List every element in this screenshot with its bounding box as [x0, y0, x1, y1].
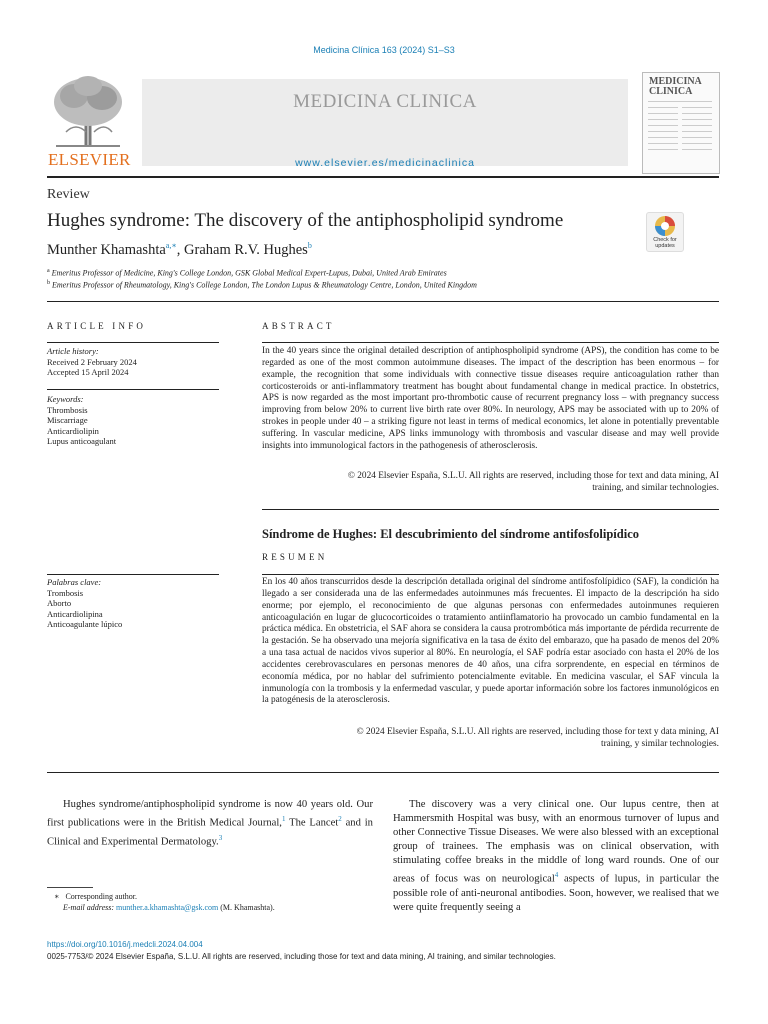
cover-title [649, 77, 702, 97]
cover-rule [648, 143, 678, 144]
abstract-rule [262, 342, 719, 343]
cover-rule [648, 125, 678, 126]
affiliation-a [47, 268, 447, 278]
cover-rule [648, 149, 678, 150]
copyright-line: © 2024 Elsevier España, S.L.U. All rights are reserved, including those for text y data mining, AI [356, 727, 719, 737]
author-name: Munther Khamashta [47, 241, 166, 258]
affiliation-mark: a [47, 268, 50, 274]
article-type-label: Review [47, 187, 90, 202]
keywords-rule [47, 389, 219, 390]
abstract-copyright [262, 471, 719, 495]
journal-reference[interactable]: Medicina Clínica 163 (2024) S1–S3 [313, 45, 455, 55]
footnote-rule [47, 887, 93, 888]
keywords-block [47, 394, 222, 447]
cover-title-line2: CLINICA [649, 86, 693, 97]
body-text-segment: Hughes syndrome/antiphospholipid syndrome is now 40 years old. Our first publications were in the British Medical Journal, [47, 799, 373, 829]
affiliation-b [47, 280, 477, 290]
body-divider [47, 772, 719, 773]
cover-rule [682, 125, 712, 126]
cover-rule [682, 137, 712, 138]
body-text-segment: aspects of lupus, in particular the possible role of anti-neuronal antibodies. Soon, however, we realised that we were quite frequently seeing a [393, 874, 719, 914]
resumen-text: En los 40 años transcurridos desde la descripción detallada original del síndrome antifosfolípidico (SAF), la condición ha llegado a ser considerada una de las enfermedades autoinmunes más frecuentes. El impacto de la descripción ha sido enorme; por ejemplo, el reconocimiento de que algunas personas con enfermedades autoinmunes requieren anticoagulación en lugar de glucocorticoides o tratamiento antiinflamatorio ha provocado un cambio fundamental en la práctica médica. En obstetricia, el SAF ahora se considera la causa protrombótica más importante de pérdida recurrente de la gestación. Se ha observado una mejoría significativa en la tasa de éxito del embarazo, que ha pasado de menos del 20% a una tasa actual de nacidos vivos superior al 80%. En neurología, el SAF podría estar asociado con hasta el 20% de los accidentes cerebrovasculares en personas menores de 40 años, una cifra sorprendente, en especial en términos de economía médica, por no hablar del sufrimiento potencialmente evitable. En medicina vascular, el SAF vincula la inmunología con la trombosis y la enfermedad vascular, y puede aportar información sobre los factores inmunológicos en la patogénesis de la aterosclerosis. [262, 577, 719, 706]
footnote [54, 892, 374, 913]
body-text-segment: and in Clinical and Experimental Dermatology. [47, 817, 373, 848]
author-list [47, 241, 312, 259]
history-label: Article history: [47, 346, 99, 356]
keyword: Lupus anticoagulant [47, 436, 117, 446]
title-divider [47, 301, 719, 302]
resumen-divider [262, 509, 719, 510]
author-separator: , [176, 241, 185, 258]
crossmark-label-line2: updates [655, 243, 675, 249]
article-info-rule [47, 342, 219, 343]
keyword-es: Anticardiolipina [47, 608, 103, 619]
body-paragraph-right [393, 798, 719, 915]
keyword: Miscarriage [47, 415, 88, 425]
body-text-segment: The discovery was a very clinical one. Our lupus centre, then at Hammersmith Hospital was busy, with an enormous turnover of lupus and other Connective Tissue Diseases. We were also blessed with an exceptional group of trainees. The emphasis was on clinical observation, with stimulating coffee breaks in the middle of long ward rounds. One of our areas of focus was on neurological [393, 799, 719, 885]
issn-copyright: 0025-7753/© 2024 Elsevier España, S.L.U. All rights are reserved, including those for text and data mining, AI training, and similar technologies. [47, 952, 556, 961]
reference-link[interactable]: 1 [281, 815, 286, 824]
copyright-line: training, y similar technologies. [601, 738, 719, 749]
reference-link[interactable]: 3 [218, 833, 223, 842]
reference-link[interactable]: 2 [338, 815, 342, 824]
article-title: Hughes syndrome: The discovery of the antiphospholipid syndrome [47, 210, 564, 231]
keywords-label: Keywords: [47, 394, 84, 404]
cover-rule [682, 131, 712, 132]
reference-link[interactable]: 4 [554, 871, 559, 880]
cover-rule [682, 143, 712, 144]
abstract-heading: ABSTRACT [262, 321, 335, 331]
copyright-line: training, and similar technologies. [592, 482, 719, 493]
journal-url-link[interactable]: www.elsevier.es/medicinaclinica [295, 157, 475, 169]
elsevier-logo[interactable] [46, 72, 130, 168]
affiliation-text: Emeritus Professor of Rheumatology, King's College London, The London Lupus & Rheumatology Centre, London, United Kingdom [52, 280, 477, 290]
header-divider [47, 176, 719, 178]
check-for-updates-button[interactable] [646, 212, 684, 252]
keyword-es: Anticoagulante lúpico [47, 619, 123, 629]
accepted-date: Accepted 15 April 2024 [47, 367, 129, 377]
email-suffix: (M. Khamashta). [220, 902, 275, 912]
email-link[interactable]: munther.a.khamashta@gsk.com [116, 902, 219, 912]
elsevier-wordmark: ELSEVIER [48, 150, 131, 169]
keyword: Thrombosis [47, 404, 88, 415]
journal-cover-thumbnail[interactable] [642, 72, 720, 174]
corresponding-author-note [54, 892, 374, 903]
cover-rule [682, 113, 712, 114]
affiliation-mark: b [47, 280, 50, 286]
journal-banner [46, 72, 718, 172]
footnote-mark: ∗ [54, 892, 60, 901]
keyword-es: Trombosis [47, 587, 84, 598]
cover-rule [648, 107, 678, 108]
resumen-copyright [262, 727, 719, 751]
abstract-text: In the 40 years since the original detailed description of antiphospholipid syndrome (APS), the condition has come to be regarded as one of the most common autoimmune diseases. The impact of the description has been enormous – for example, the recognition that some individuals with connective tissue diseases require anticoagulation rather than corticosteroids or anti-inflammatory treatment has bought about fundamental change in medical practice. In obstetrics, APS is now regarded as the most important pro-thrombotic cause of recurrent pregnancy loss – with pregnancy success improving from below 20% to current live birth rate over 80%. In neurology, APS may be associated with up to 20% of strokes in people under 40 – a striking figure not least in terms of medical economics, let alone in potentially preventable suffering. In vascular medicine, APS links immunology with thrombosis and vascular disease and may well provide insights into immunological factors in the pathogenesis of atherosclerosis. [262, 346, 719, 451]
keyword: Anticardiolipin [47, 425, 99, 436]
email-note [54, 903, 374, 914]
keyword-es: Aborto [47, 598, 72, 608]
cover-rule [648, 113, 678, 114]
author-name: Graham R.V. Hughes [184, 241, 308, 258]
elsevier-tree-icon [46, 72, 130, 150]
cover-rule [682, 107, 712, 108]
cover-rule [648, 131, 678, 132]
palabras-block [47, 577, 222, 630]
palabras-label: Palabras clave: [47, 577, 102, 587]
body-paragraph-left [47, 798, 373, 849]
cover-rule [682, 119, 712, 120]
cover-title-line1: MEDICINA [649, 76, 702, 87]
journal-name: MEDICINA CLINICA [293, 91, 477, 112]
crossmark-label-line1: Check for [653, 237, 677, 243]
body-text-segment: The Lancet [285, 817, 339, 829]
affiliation-text: Emeritus Professor of Medicine, King's College London, GSK Global Medical Expert-Lupus, Dubai, United Arab Emirates [51, 268, 447, 278]
author-affiliation-mark[interactable]: a,∗ [165, 241, 177, 250]
spanish-title: Síndrome de Hughes: El descubrimiento del síndrome antifosfolipídico [262, 527, 640, 541]
journal-banner-center [142, 79, 628, 169]
article-info-heading: ARTICLE INFO [47, 321, 147, 331]
article-history [47, 346, 222, 378]
cover-rule [648, 137, 678, 138]
cover-rule [682, 149, 712, 150]
author-affiliation-mark[interactable]: b [307, 241, 312, 250]
cover-rule [648, 101, 712, 102]
received-date: Received 2 February 2024 [47, 356, 137, 367]
resumen-heading: RESUMEN [262, 552, 328, 562]
resumen-rule [262, 574, 719, 575]
email-label: E-mail address: [63, 902, 115, 912]
crossmark-icon [647, 214, 683, 238]
footnote-text: Corresponding author. [65, 892, 137, 901]
crossmark-label [647, 237, 683, 249]
copyright-line: © 2024 Elsevier España, S.L.U. All rights are reserved, including those for text and data mining, AI [347, 471, 719, 481]
palabras-rule [47, 574, 219, 575]
cover-rule [648, 119, 678, 120]
doi-link[interactable]: https://doi.org/10.1016/j.medcli.2024.04.004 [47, 940, 203, 949]
